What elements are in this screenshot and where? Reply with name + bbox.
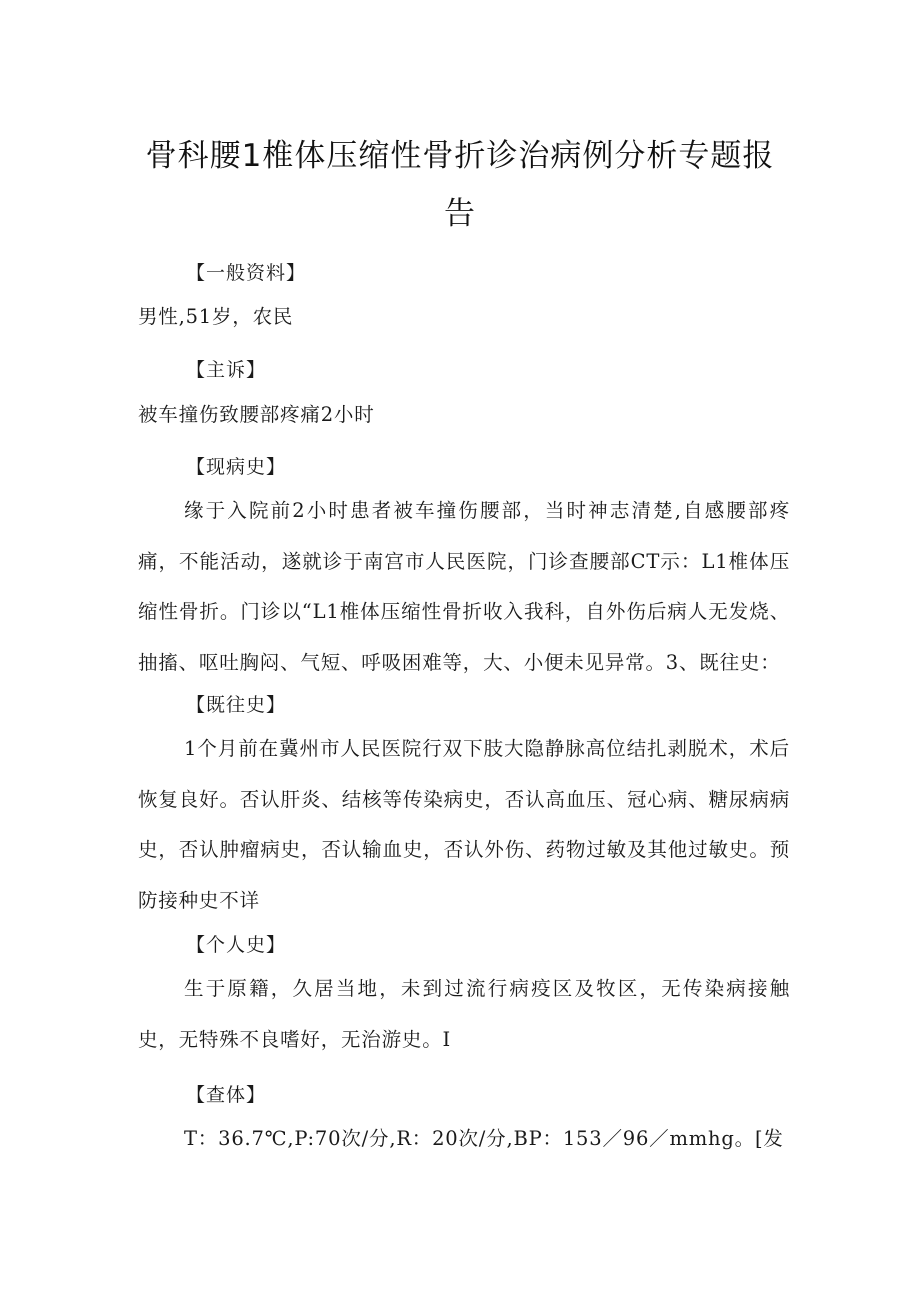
section-text-complaint: 被车撞伤致腰部疼痛2小时 <box>138 403 375 426</box>
document-title-continued: 告 <box>444 196 476 232</box>
section-heading-complaint: 【主诉】 <box>186 359 267 381</box>
section-text-personal-history: 生于原籍，久居当地，未到过流行病疫区及牧区，无传染病接触史，无特殊不良嗜好，无治游史。I <box>138 977 790 1051</box>
section-heading-exam: 【查体】 <box>186 1084 267 1106</box>
section-text-past-history: 1个月前在冀州市人民医院行双下肢大隐静脉高位结扎剥脱术，术后恢复良好。否认肝炎、结核等传染病史，否认高血压、冠心病、糖尿病病史，否认肿瘤病史，否认输血史，否认外伤、药物过敏及其他过敏史。预防接种史不详 <box>138 737 790 912</box>
section-heading-personal-history: 【个人史】 <box>186 934 287 956</box>
section-text-present-illness: 缘于入院前2小时患者被车撞伤腰部，当时神志清楚,自感腰部疼痛，不能活动，遂就诊于南宫市人民医院，门诊查腰部CT示：L1椎体压缩性骨折。门诊以“L1椎体压缩性骨折收入我科，自外伤后病人无发烧、抽搐、呕吐胸闷、气短、呼吸困难等，大、小便未见异常。3、既往史： <box>138 499 790 674</box>
section-text-general: 男性,51岁，农民 <box>138 305 294 328</box>
section-text-exam: T：36.7℃,P:70次/分,R：20次/分,BP：153／96／mmhg。[发 <box>184 1127 784 1150</box>
section-heading-general: 【一般资料】 <box>186 262 307 284</box>
section-heading-present-illness: 【现病史】 <box>186 456 287 478</box>
section-heading-past-history: 【既往史】 <box>186 694 287 716</box>
document-title: 骨科腰1椎体压缩性骨折诊治病例分析专题报 <box>145 138 775 174</box>
